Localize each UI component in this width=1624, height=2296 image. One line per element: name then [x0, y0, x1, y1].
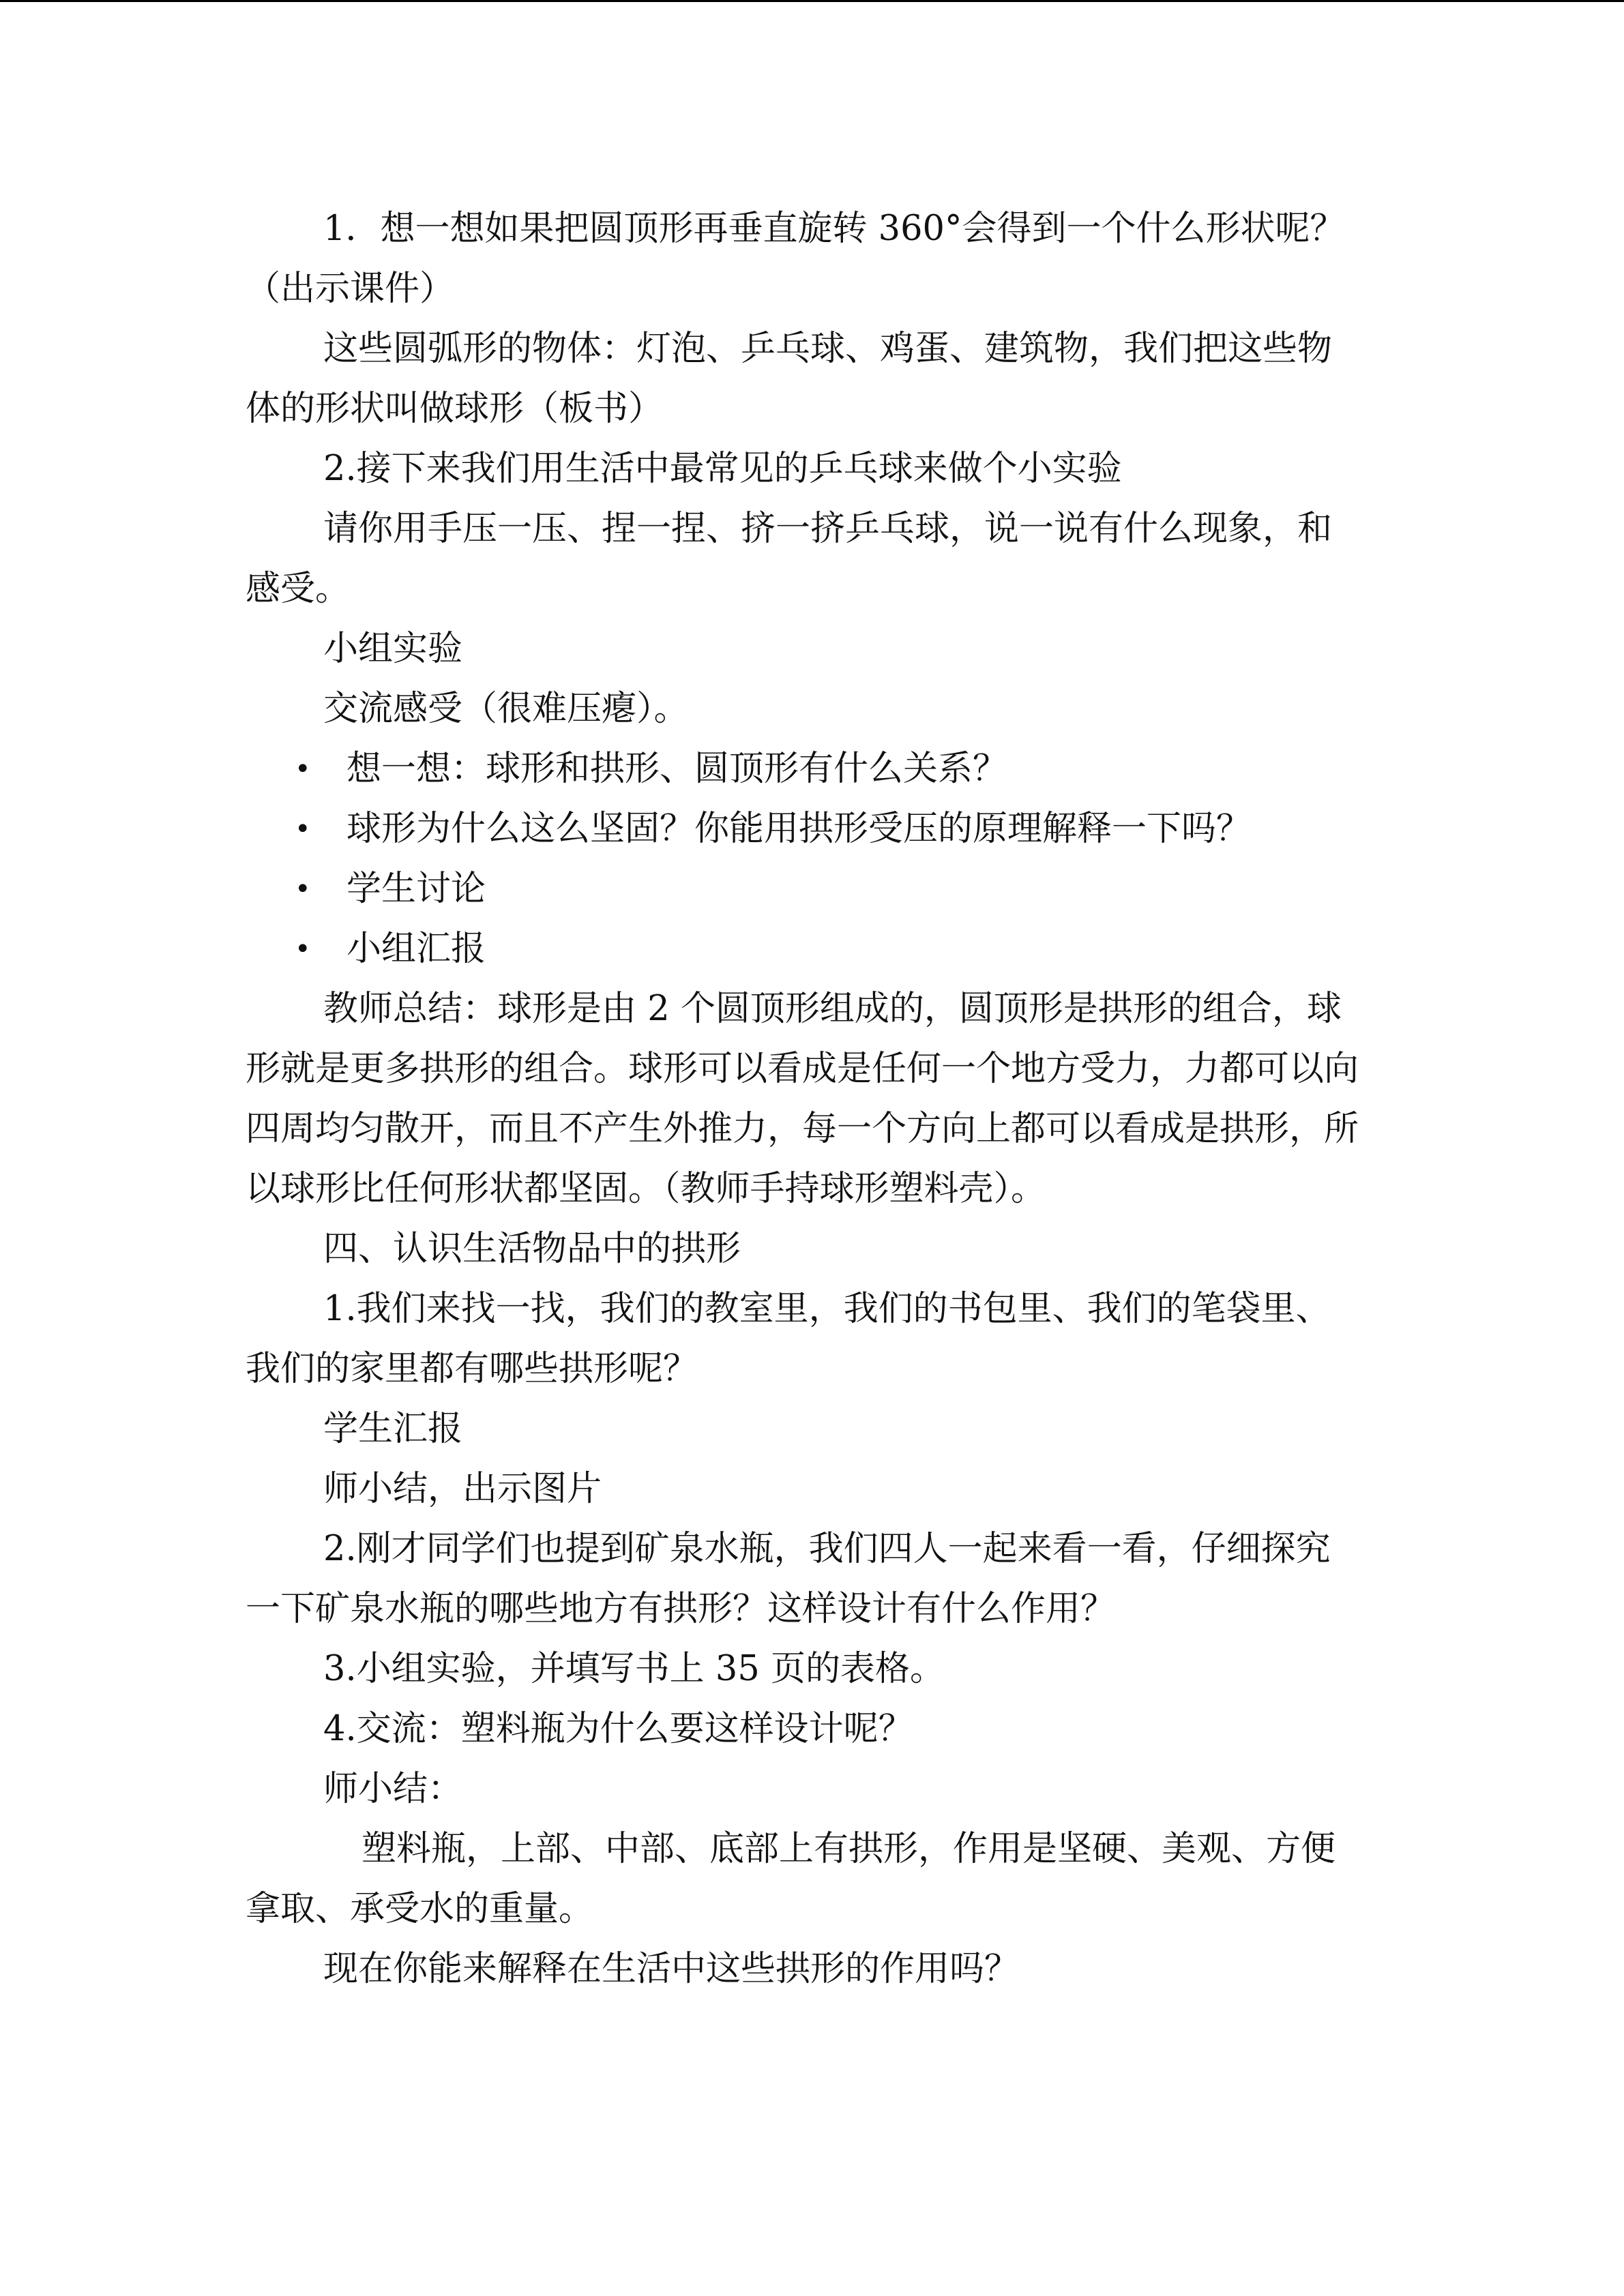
paragraph-water-bottle: 2.刚才同学们也提到矿泉水瓶，我们四人一起来看一看，仔细探究一下矿泉水瓶的哪些地方有拱形？这样设计有什么作用？: [246, 1529, 1331, 1629]
bullet-dot-icon: •: [295, 754, 311, 785]
document-page: [246, 199, 1364, 1999]
bullet-text: 想一想：球形和拱形、圆顶形有什么关系？: [346, 749, 1008, 789]
paragraph-bottle-arches: 塑料瓶，上部、中部、底部上有拱形，作用是坚硬、美观、方便拿取、承受水的重量。: [246, 1829, 1336, 1929]
bullet-item-discussion: [246, 859, 1364, 919]
bullet-item-why-strong: [246, 799, 1364, 859]
bullet-item-relationship: [246, 739, 1364, 799]
bullet-dot-icon: •: [295, 814, 311, 845]
paragraph-group-experiment: 小组实验: [323, 629, 463, 669]
bullet-dot-icon: •: [295, 874, 311, 905]
bullet-text: 小组汇报: [346, 929, 486, 969]
bullet-dot-icon: •: [295, 934, 311, 965]
paragraph-share-feelings: 交流感受（很难压瘪）。: [323, 689, 689, 729]
paragraph-experiment-intro: 2.接下来我们用生活中最常见的乒乓球来做个小实验: [323, 449, 1122, 489]
paragraph-teacher-summary: 教师总结：球形是由 2 个圆顶形组成的，圆顶形是拱形的组合，球形就是更多拱形的组合。球形可以看成是任何一个地方受力，力都可以向四周均匀散开，而且不产生外推力，每一个方向上都可以看成是拱形，所以球形比任何形状都坚固。（教师手持球形塑料壳）。: [246, 989, 1359, 1209]
paragraph-show-pictures: 师小结，出示图片: [323, 1469, 602, 1509]
paragraph-fill-table: 3.小组实验，并填写书上 35 页的表格。: [323, 1649, 945, 1689]
paragraph-arc-objects: 这些圆弧形的物体：灯泡、乒乓球、鸡蛋、建筑物，我们把这些物体的形状叫做球形（板书）: [246, 329, 1333, 429]
page-top-border: [0, 0, 1624, 2]
paragraph-explain-arches: 现在你能来解释在生活中这些拱形的作用吗？: [323, 1949, 1020, 1989]
paragraph-press-ball: 请你用手压一压、捏一捏、挤一挤乒乓球，说一说有什么现象，和感受。: [246, 509, 1333, 609]
section-heading-arches-in-life: 四、认识生活物品中的拱形: [323, 1229, 741, 1269]
bullet-item-group-report: [246, 919, 1364, 979]
bullet-text: 球形为什么这么坚固？你能用拱形受压的原理解释一下吗？: [346, 809, 1252, 849]
paragraph-teacher-conclusion-label: 师小结：: [323, 1769, 463, 1809]
paragraph-rotate-dome: 1．想一想如果把圆顶形再垂直旋转 360°会得到一个什么形状呢？（出示课件）: [246, 209, 1345, 309]
paragraph-student-report: 学生汇报: [323, 1409, 463, 1449]
bullet-text: 学生讨论: [346, 869, 486, 909]
paragraph-discuss-design: 4.交流：塑料瓶为什么要这样设计呢？: [323, 1709, 913, 1749]
paragraph-find-arches: 1.我们来找一找，我们的教室里，我们的书包里、我们的笔袋里、我们的家里都有哪些拱形呢？: [246, 1289, 1331, 1389]
